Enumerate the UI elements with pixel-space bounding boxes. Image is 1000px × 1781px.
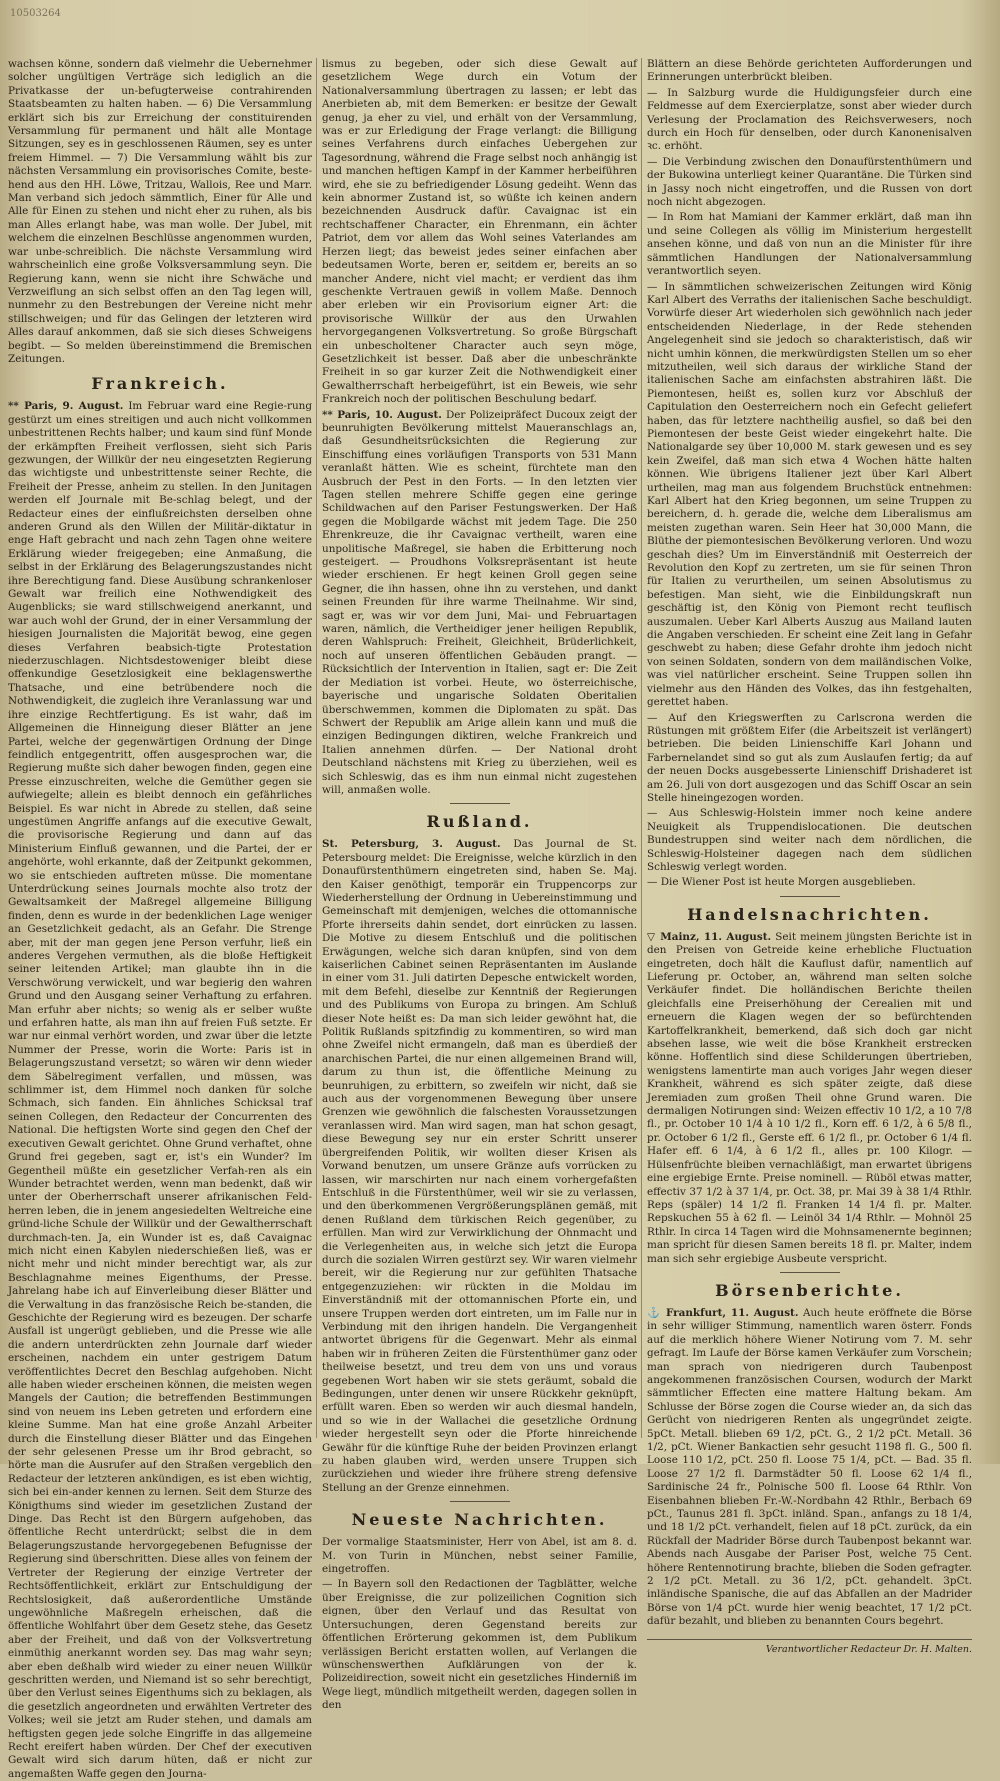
article-paragraph: — Die Wiener Post ist heute Morgen ausgeblieben.	[647, 876, 916, 889]
archive-id: 10503264	[10, 8, 61, 19]
dateline: ** Paris, 10. August.	[322, 408, 442, 421]
article-body: Im Februar ward eine Regie-rung gestürzt um eines streitigen und auch nicht vollkommen unbestrittenen Rechts halber; und kaum sind fünf Monde der erkämpften Freiheit verflossen, sieht sich Paris gezwungen, der Willkür der neu eingesetzten Regierung das wichtigste und unbestrittenste seiner Rechte, die Freiheit der Presse, anheim zu stellen. In den Junitagen werden elf Journale mit Be-schlag belegt, und der Redacteur eines der einflußreichsten derselben ohne anderen Grund als den Willen der Militär-diktatur in enge Haft gebracht und nach zehn Tagen ohne weitere Erklärung wieder freigegeben; eine Anmaßung, die selbst in der Erklärung des Belagerungszustandes nicht ihre Berechtigung fand. Diese Ausübung schrankenloser Gewalt war freilich eine Nothwendigkeit des Augenblicks; sie ward stillschweigend anerkannt, und war auch wohl der Grund, der in einer Versammlung der hiesigen Journalisten die Majorität bewog, eine gegen dieses Verfahren beabsich-tigte Protestation niederzuschlagen. Nichtsdestoweniger bleibt diese offenkundige Gesetzlosigkeit eine beklagenswerthe Thatsache, und eine betrübendere noch die Nothwendigkeit, die zugleich ihre Veranlassung war und ihre einzige Rechtfertigung. Es ist wahr, daß im Allgemeinen die Hinneigung dieser Blätter an jene Partei, welche der gegenwärtigen Ordnung der Dinge feindlich entgegentritt, offen ausgesprochen war, die Regierung mußte sich daher bewogen finden, gegen eine Presse einzuschreiten, welche die Gemüther gegen sie aufwiegelte; allein es bleibt dennoch ein gefährliches Beispiel. Es war nicht in Abrede zu stellen, daß seine ungestümen Angriffe anfangs auf die executive Gewalt, die provisorische Regierung und dann auf das Ministerium Einfluß gewannen, und die Partei, der er angehörte, wohl erkannte, daß der Zeitpunkt gekommen, wo sie entschieden auftreten müsse. Die momentane Unterdrückung seines Journals mochte also trotz der Gewaltsamkeit der Maßregel allgemeine Billigung finden, denn es wurde in der bedenklichen Lage weniger an Gesetzlichkeit gedacht, als an Gefahr. Die Strenge aber, mit der man gegen jene Person verfuhr, ließ ein anderes Vergehen vermuthen, als die bloße Heftigkeit seiner leitenden Artikel; man glaubte ihn in die Verschwörung verwickelt, und war begierig den wahren Grund und den Ausgang seiner Verhaftung zu erfahren. Man erfuhr aber nichts; so wenig als er selber wußte und erfahren hatte, als man ihn auf freien Fuß setzte. Er war nur einmal verhört worden, und zwar über die letzte Nummer der Presse, worin die Worte: Paris ist in Belagerungszustand versetzt; so wären wir denn wieder dem Säbelregiment verfallen, und müssen, was schlimmer ist, dem Himmel noch danken für solche Schmach, sich fanden. Ein ähnliches Schicksal traf seinen Collegen, den Redacteur der Concurrenten des National. Die heftigsten Worte sind gegen den Chef der executiven Gewalt gerichtet. Ohne Grund verhaftet, ohne Grund frei gegeben, sagt er, ist's ein Wunder? Im Gegentheil müßte ein gesetzlicher Verfah-ren als ein Wunder betrachtet werden, wenn man bedenkt, daß wir unter der Oberherrschaft unserer afrikanischen Feld-herren leben, die in jenem angesiedelten Weltreiche eine gründ-liche Schule der Willkür und der Gewaltherrschaft durchmach-ten. Ja, ein Wunder ist es, daß Cavaignac mich nicht einen Kabylen niederschießen ließ, was er nicht mehr und nicht minder berechtigt war, als zur Beschlagnahme meines Eigenthums, der Presse. Jahrelang habe ich auf Einverleibung dieser Blätter und die Verwaltung in das französische Reich be-standen, die Geschichte der Regierung wird es bezeugen. Der scharfe Ausfall ist ungerügt geblieben, und die Presse wie alle die andern unterdrückten zehn Journale darf wieder erscheinen, nachdem ein unter gestrigem Datum veröffentlichtes Decret den Beschlag aufgehoben. Nicht alle haben wieder erscheinen können, die meisten wegen Mangels der Caution; die betreffenden Bestimmungen sind von neuem ins Leben getreten und erfordern eine kleine Summe. Man hat eine große Anzahl Arbeiter durch die Einstellung dieser Blätter und das Eingehen der sehr gelesenen Presse um ihr Brod gebracht, so hörte man die Ausrufer auf den Straßen vergeblich den Redacteur der letzteren ankündigen, es ist eben wichtig, sich bei ein-ander kennen zu lernen. Seit dem Sturze des Königthums sind wieder im gesetzlichen Zustand der Dinge. Das Recht ist den Bürgern aufgehoben, das öffentliche Recht unterdrückt; selbst die in dem Belagerungszustande hervorgegebenen Befugnisse der Regierung sind überschritten. Diese alles von feinem der Vertreter der Regierung der einzige Vertreter der Rechtsöffentlichkeit, erklärt zur Entschuldigung der Rechtslosigkeit, daß außerordentliche Umstände ungewöhnliche Maßregeln erheischen, daß die öffentliche Wohlfahrt über dem Gesetz stehe, das Gesetz aber der Freiheit, und daß von der Volksvertretung einmüthig anerkannt worden sey. Das mag wahr seyn; aber eben deßhalb wird wieder zu einer neuen Willkür geschritten werden, und Niemand ist so sehr berechtigt, über den Verlust seines Eigenthums sich zu beklagen, als die gesetzlich angeordneten und erwählten Vertreter des Volkes; weil sie jetzt am Ruder stehen, und damals am heftigsten gegen jede solche Eingriffe in das allgemeine Recht ereifert haben würden. Der Chef der executiven Gewalt wird sich darum hüten, daß er nicht zur angemaßten Waffe gegen den Journa-	[8, 400, 312, 1780]
section-heading-boersenberichte: Börsenberichte.	[715, 1280, 904, 1300]
editor-signature: Verantwortlicher Redacteur Dr. H. Malten.	[647, 1639, 972, 1656]
article-paragraph	[322, 838, 637, 1495]
divider	[450, 803, 510, 804]
column-3	[647, 58, 972, 1655]
article-paragraph: — In Salzburg wurde die Huldigungsfeier durch eine Feldmesse auf dem Exercierplatze, sonst aber wieder durch Verlesung der Proclamation des Reichsverwesers, noch durch ein Hoch für denselben, oder durch Kanonenisalven ꝛc. erhöht.	[647, 86, 972, 153]
column-rule	[641, 58, 642, 1438]
article-paragraph: Der vormalige Staatsminister, Herr von Abel, ist am 8. d. M. von Turin in München, nebst seiner Familie, eingetroffen.	[322, 1536, 637, 1576]
column-rule	[316, 58, 317, 1438]
article-paragraph: — Aus Schleswig-Holstein immer noch keine andere Neuigkeit als Truppendislocationen. Die deutschen Bundestruppen sind weiter nach dem nördlichen, die Schleswig-Holsteiner dagegen nach dem südlichen Schleswig verlegt worden.	[647, 807, 972, 873]
section-heading-frankreich: Frankreich.	[91, 374, 229, 394]
article-paragraph	[647, 1307, 972, 1629]
article-body: Das Journal de St. Petersbourg meldet: Die Ereignisse, welche kürzlich in den Donaufürstenthümern eingetreten sind, haben Se. Maj. den Kaiser genöthigt, temporär ein Truppencorps zur Wiederherstellung der Ordnung in Uebereinstimmung und Gemeinschaft mit demjenigen, welches die ottomannische Pforte ihrerseits dahin sendet, dort einrücken zu lassen. Die Motive zu diesem Entschluß und die politischen Erwägungen, welche sich daran knüpfen, sind von dem kaiserlichen Cabinet seinen Repräsentanten im Auslande in einer vom 31. Juli datirten Depesche entwickelt worden, mit dem Befehl, dieselbe zur Kenntniß der Regierungen und des Publikums von Europa zu bringen. Am Schluß dieser Note heißt es: Da man sich leider gewöhnt hat, die Politik Rußlands spitzfindig zu kommentiren, so wird man ohne Zweifel nicht ermangeln, daß man es überdieß der anarchischen Partei, die nur einen allgemeinen Brand will, darum zu thun ist, die öffentliche Meinung zu beunruhigen, zu erbittern, so zweifeln wir nicht, daß sie auch aus der vorgenommenen Bewegung über unsere Grenzen wie gewöhnlich die falschesten Voraussetzungen veranlassen wird. Man wird sagen, man hat schon gesagt, diese Bewegung sey nur ein erster Schritt unserer übergreifenden Politik, wir wollten dieser Krisen als Vorwand benutzen, um unsere Gränze aufs vorrücken zu lassen, wir marschirten nur nach einem vorhergefaßten Entschluß in die Fürstenthümer, weil wir sie zu verlassen, und den überkommenen Vergrößerungsplänen gemäß, mit denen Rußland dem türkischen Reich gegenüber, zu erfüllen. Man wird zur Verwirklichung der Ohnmacht und die Verlegenheiten aus, in welche sich jetzt die Europa durch die sozialen Wirren gestürzt sey. Wir waren vielmehr bereit, wir die Regierung nur zur gefühlten Thatsache entgegenzuziehen: wir rückten in die Moldau im Einverständniß mit der ottomannischen Pforte ein, und unsere Truppen werden dort eintreten, um im Falle nur in Verbindung mit den ihrigen handeln. Die Vergangenheit antwortet übrigens für die Gegenwart. Mehr als einmal haben wir in früheren Zeiten die Fürstenthümer ganz oder theilweise besetzt, und treu dem von uns und voraus gegebenen Wort haben wir sie stets geräumt, sobald die Bedingungen, unter denen wir unsere Rückkehr geknüpft, erfüllt waren. Eben so werden wir auch diesmal handeln, und so wie in der Wallachei die gesetzliche Ordnung wieder hergestellt seyn oder die Pforte hinreichende Gewähr für die künftige Ruhe der beiden Provinzen erlangt zu haben glauben wird, werden unsere Truppen sich zurückziehen und wieder ihre frühere streng defensive Stellung an der Grenze einnehmen.	[322, 838, 637, 1494]
dateline: ** Paris, 9. August.	[8, 400, 124, 413]
article-paragraph	[8, 400, 312, 1781]
section-heading-neueste-nachrichten: Neueste Nachrichten.	[351, 1510, 608, 1530]
column-1	[8, 58, 312, 1780]
dateline: ⚓ Frankfurt, 11. August.	[647, 1306, 799, 1319]
divider	[780, 896, 840, 897]
article-paragraph: wachsen könne, sondern daß vielmehr die Uebernehmer solcher ungültigen Verträge sich lediglich an die Privatkasse der un-befugterweise contrahirenden Staatsbeamten zu halten haben. — 6) Die Versammlung erklärt sich bis zur Erreichung der constituirenden Versammlung für permanent und hält alle Montage Sitzungen, sey es in geschlossenen Räumen, sey es unter freiem Himmel. — 7) Die Versammlung wählt bis zur nächsten Versammlung ein provisorisches Comite, beste-hend aus den HH. Löwe, Tritzau, Wallois, Ree und Marr. Man verband sich jedoch sämmtlich, Einer für Alle und Alle für Einen zu stehen und nicht eher zu ruhen, als bis man Alles erlangt habe, was man wolle. Der Jubel, mit welchem die einzelnen Beschlüsse angenommen wurden, war unbe-schreiblich. Die nächste Versammlung wird wahrscheinlich eine große Volksversammlung seyn. Die Regierung kann, wenn sie nicht ihre Schwäche und Verzweiflung an sich selbst offen an den Tag legen will, nunmehr zu den Bestrebungen der Vereine nicht mehr stillschweigen; und für das Gelingen der letzteren wird Alles darauf ankommen, daß sie sich dieses Schweigens begibt. — So melden übereinstimmend die Bremischen Zeitungen.	[8, 58, 312, 365]
article-paragraph: — Die Verbindung zwischen den Donaufürstenthümern und der Bukowina unterliegt keiner Quarantäne. Die Türken sind in Jassy noch nicht eingetroffen, und die Russen von dort noch nicht abgezogen.	[647, 155, 972, 209]
article-body: Seit meinem jüngsten Berichte ist in den Preisen von Getreide keine erhebliche Fluctuation eingetreten, doch hält die Kauflust dafür, namentlich auf Lieferung pr. October, an, während man selten solche Verkäufer findet. Die holländischen Berichte theilen gleichfalls eine Preiserhöhung der Cerealien mit und erneuern die Klagen wegen der so befürchtenden Kartoffelkrankheit, bemerkend, daß sich doch gar nicht absehen lasse, wie weit die böse Krankheit erstrecken könne. Hoffentlich sind diese Schilderungen übertrieben, wenigstens lamentirte man auch voriges Jahr wegen dieser Krankheit, während es sich später zeigte, daß diese Jeremiaden zum großen Theil ohne Grund waren. Die dermaligen Notirungen sind: Weizen effectiv 10 1/2, a 10 7/8 fl., pr. October 10 1/4 à 10 1/2 fl., Korn eff. 6 1/2, à 6 5/8 fl., pr. October 6 1/2 fl., Gerste eff. 6 1/2 fl., pr. October 6 1/4 fl. Hafer eff. 6 1/4, à 6 1/2 fl., alles pr. 100 Kilogr. — Hülsenfrüchte bleiben vernachläßigt, man erwartet übrigens eine ergiebige Ernte. Preise nominell. — Rüböl etwas matter, effectiv 37 1/2 à 37 1/4, pr. Oct. 38, pr. Mai 39 à 38 1/4 Rthlr. Reps (späler) 14 1/2 fl. Franken 14 1/4 fl. pr. Malter. Repskuchen 55 à 62 fl. — Leinöl 34 1/4 Rthlr. — Mohnöl 25 Rthlr. In circa 14 Tagen wird die Mohnsamenernte beginnen; man spricht für diesen Samen bereits 18 fl. pr. Malter, indem man sich sehr ergiebige Ausbeute verspricht.	[647, 930, 972, 1265]
article-body: Der Polizeipräfect Ducoux zeigt der beunruhigten Bevölkerung mittelst Maueranschlags an, daß Gesundheitsrücksichten die Regierung zur Einschiffung eines vorläufigen Transports von 531 Mann veranlaßt hätten. Wie es scheint, fürchtete man den Ausbruch der Pest in den Forts. — In den letzten vier Tagen stellen mehrere Schiffe gegen eine geringe Schildwachen auf den Pariser Festungswerken. Der Haß gegen die Mobilgarde wächst mit jedem Tage. Die 250 Ehrenkreuze, die ihr Cavaignac vertheilt, waren eine unpolitische Maßregel, sie haben die Erbitterung noch gesteigert. — Proudhons Volksrepräsentant ist heute wieder erschienen. Er hegt keinen Groll gegen seine Gegner, die ihn hassen, ohne ihn zu verstehen, und dankt seinen Freunden für ihre warme Theilnahme. Wir sind, sagt er, was wir vor dem Juni, Mai- und Februartagen waren, nämlich, die Vertheidiger jener heiligen Republik, deren Wahlspruch: Freiheit, Gleichheit, Brüderlichkeit, noch auf unseren öffentlichen Gebäuden prangt. — Rücksichtlich der Intervention in Italien, sagt er: Die Zeit der Mediation ist vorbei. Heute, wo österreichische, bayerische und ungarische Soldaten Oberitalien überschwemmen, kommen die Diplomaten zu spät. Das Schwert der Republik am Arige allein kann und muß die einzigen Bedingungen diktiren, welche Frankreich und Italien annehmen dürfen. — Der National droht Deutschland nächstens mit Krieg zu überziehen, weil es sich Schleswig, das es ihm nun einmal nicht zugestehen will, anmaßen wolle.	[322, 408, 638, 796]
article-paragraph	[322, 409, 637, 798]
dateline: St. Petersburg, 3. August.	[322, 838, 501, 851]
divider	[780, 1272, 840, 1273]
divider	[450, 1501, 510, 1502]
dateline: ▽ Mainz, 11. August.	[647, 930, 772, 943]
article-paragraph: — In sämmtlichen schweizerischen Zeitungen wird König Karl Albert des Verraths der italienischen Sache beschuldigt. Vorwürfe dieser Art wiederholen sich gewöhnlich nach jeder entscheidenden Niederlage, in der Rede stehenden Angelegenheit sind sie jedoch so charakteristisch, daß wir nicht umhin können, die merkwürdigsten Stellen um so eher mitzutheilen, weil sich daraus der wirkliche Stand der italienischen Sache am einfachsten abstrahiren läßt. Die Piemontesen, heißt es, sollen kurz vor Abschluß der Capitulation den Oesterreichern noch ein Gefecht geliefert haben, das für letztere nachtheilig ausfiel, so daß bei den Piemontesen der beste Geist wieder eingekehrt halte. Die Nationalgarde sey über 10,000 M. stark gewesen und es sey kein Zweifel, daß man sich etwa 4 Wochen hätte halten können. Wie übrigens Italiener jezt über Karl Albert urtheilen, mag man aus folgendem Bruchstück entnehmen: Karl Albert hat den Krieg begonnen, um seine Truppen zu bereichern, d. h. gerade die, welche dem Liberalismus am meisten zugethan waren. Sein Heer hat 30,000 Mann, die Blüthe der piemontesischen Bevölkerung verloren. Und wozu geschah dies? Um im Einverständniß mit Oesterreich der Revolution den Kopf zu zertreten, um sie für seinen Thron für Italien zu verurtheilen, um seinen Absolutismus zu befestigen. Man sieht, wie die Einbildungskraft nun geschäftig ist, den König von Piemont recht teuflisch auszumalen. Ueber Karl Alberts Auszug aus Mailand lauten die Angaben verschieden. Er scheint eine Zeit lang in Gefahr geschwebt zu haben; diese Gefahr drohte ihm jedoch nicht von seinen Soldaten, sondern von dem mailändischen Volke, was viel natürlicher erscheint. Seine Truppen sollen ihn vielmehr aus den Händen des Volkes, das ihn festgehalten, gerettet haben.	[647, 280, 972, 709]
article-paragraph	[647, 931, 972, 1266]
article-body: Auch heute eröffnete die Börse in sehr williger Stimmung, namentlich waren österr. Fonds auf die merklich höhere Wiener Notirung vom 7. M. sehr gefragt. Im Laufe der Börse kamen Verkäufer zum Vorschein; man sprach von niedrigeren durch Taubenpost angekommenen französischen Coursen, wodurch der Markt sämmtlicher Effecten eine mattere Haltung bekam. Am Schlusse der Börse zogen die Course wieder an, da sich das Gerücht von niedrigeren Renten als ungegründet zeigte. 5pCt. Metall. blieben 69 1/2, pCt. G., 2 1/2 pCt. Metall. 36 1/2, pCt. Wiener Bankactien sehr gesucht 1198 fl. G., 500 fl. Loose 110 1/2, pCt. 250 fl. Loose 75 1/4, pCt. — Bad. 35 fl. Loose 27 1/2 fl. Darmstädter 50 fl. Loose 62 1/4 fl., Sardinische 24 fr., Polnische 500 fl. Loose 64 Rthlr. Von Eisenbahnen blieben Fr.-W.-Nordbahn 42 Rthlr., Berbach 69 pCt., Taunus 281 fl. 3pCt. inländ. Span., anfangs zu 18 1/4, und 18 1/2 pCt. verhandelt, fielen auf 18 pCt. zurück, da ein Rückfall der Madrider Börse durch Taubenpost bekannt war. Abends nach Ausgabe der Pariser Post, welche 75 Cent. höhere Rentennotirung brachte, blieben die Soden gefragter. 2 1/2 pCt. Metall. zu 36 1/2, pCt. gehandelt. 3pCt. inländische Spanische, die auf das Abfallen an der Madrider Börse von 1/4 pCt. wurde hier wenig beachtet, 17 1/2 pCt. dafür bezahlt, und blieben zu benannten Cours begehrt.	[647, 1306, 972, 1628]
article-paragraph: lismus zu begeben, oder sich diese Gewalt auf gesetzlichem Wege durch ein Votum der Nationalversammlung übertragen zu lassen; er lebt das Anerbieten ab, mit dem Bemerken: er besitze der Gewalt genug, ja eher zu viel, und erhält von der Versammlung, was er zur Erledigung der Frage verlangt: die Billigung seines Verfahrens durch einfaches Uebergehen zur Tagesordnung, während die Frage selbst noch anhängig ist und manchen heftigen Kampf in der Kammer herbeiführen wird, ehe sie zu befriedigender Lösung gedeiht. Wenn das kein abnormer Zustand ist, so wüßte ich keinen andern bezeichnenden Ausdruck dafür. Cavaignac ist ein rechtschaffener Character, ein Ehrenmann, ein ächter Patriot, dem vor allem das Wohl seines Vaterlandes am Herzen liegt; das beweist jedes seiner einfachen aber bedeutsamen Worte, beren er, seitdem er, bereits an so mancher Andere, nicht viel macht; er verdient das ihm geschenkte Vertrauen gewiß in vollem Maße. Dennoch aber erleben wir ein Provisorium eigner Art: die provisorische Willkür der aus den Urwahlen hervorgegangenen Volksvertretung. So große Bürgschaft ein unbescholtener Character auch seyn möge, Gesetzlichkeit ist besser. Daß aber die unbeschränkte Freiheit in so gar kurzer Zeit die Nothwendigkeit einer Gewaltherrschaft herbeigeführt, ist ein Beweis, wie sehr Frankreich noch der politischen Beschulung bedarf.	[322, 58, 637, 406]
article-paragraph: Blättern an diese Behörde gerichteten Aufforderungen und Erinnerungen unterbrückt bleiben.	[647, 58, 972, 84]
section-heading-russland: Rußland.	[426, 812, 533, 832]
article-paragraph: — Auf den Kriegswerften zu Carlscrona werden die Rüstungen mit größtem Eifer (die Arbeitszeit ist verlängert) betrieben. Die beiden Linienschiffe Karl Johann und Farbernelandet sind so gut als zum Auslaufen fertig; da auf der neuen Docks ausgebesserte Linienschiff Drishaderet ist am 26. Juli von dort ausgezogen und das Schiff Oscar an sein Stelle hineingezogen worden.	[647, 711, 972, 804]
section-heading-handelsnachrichten: Handelsnachrichten.	[687, 904, 932, 924]
column-2	[322, 58, 638, 1712]
article-paragraph: — In Rom hat Mamiani der Kammer erklärt, daß man ihn und seine Collegen als völlig im Ministerium hergestellt ansehen könne, und daß von nun an die Minister für ihre sämmtlichen Handlungen der Nationalversammlung verantwortlich seyen.	[647, 211, 972, 278]
article-paragraph: — In Bayern soll den Redactionen der Tagblätter, welche über Ereignisse, die zur polizeilichen Cognition sich eignen, über den Verlauf und das Resultat von Untersuchungen, deren Gegenstand bereits zur öffentlichen Erörterung gekommen ist, dem Publikum verlässigen Bericht erstatten wollen, auf Verlangen die wünschenswerthen Aufklärungen von der k. Polizeidirection, soweit nicht ein gesetzliches Hinderniß im Wege liegt, mündlich mitgetheilt werden, dagegen sollen in den	[322, 1578, 637, 1712]
